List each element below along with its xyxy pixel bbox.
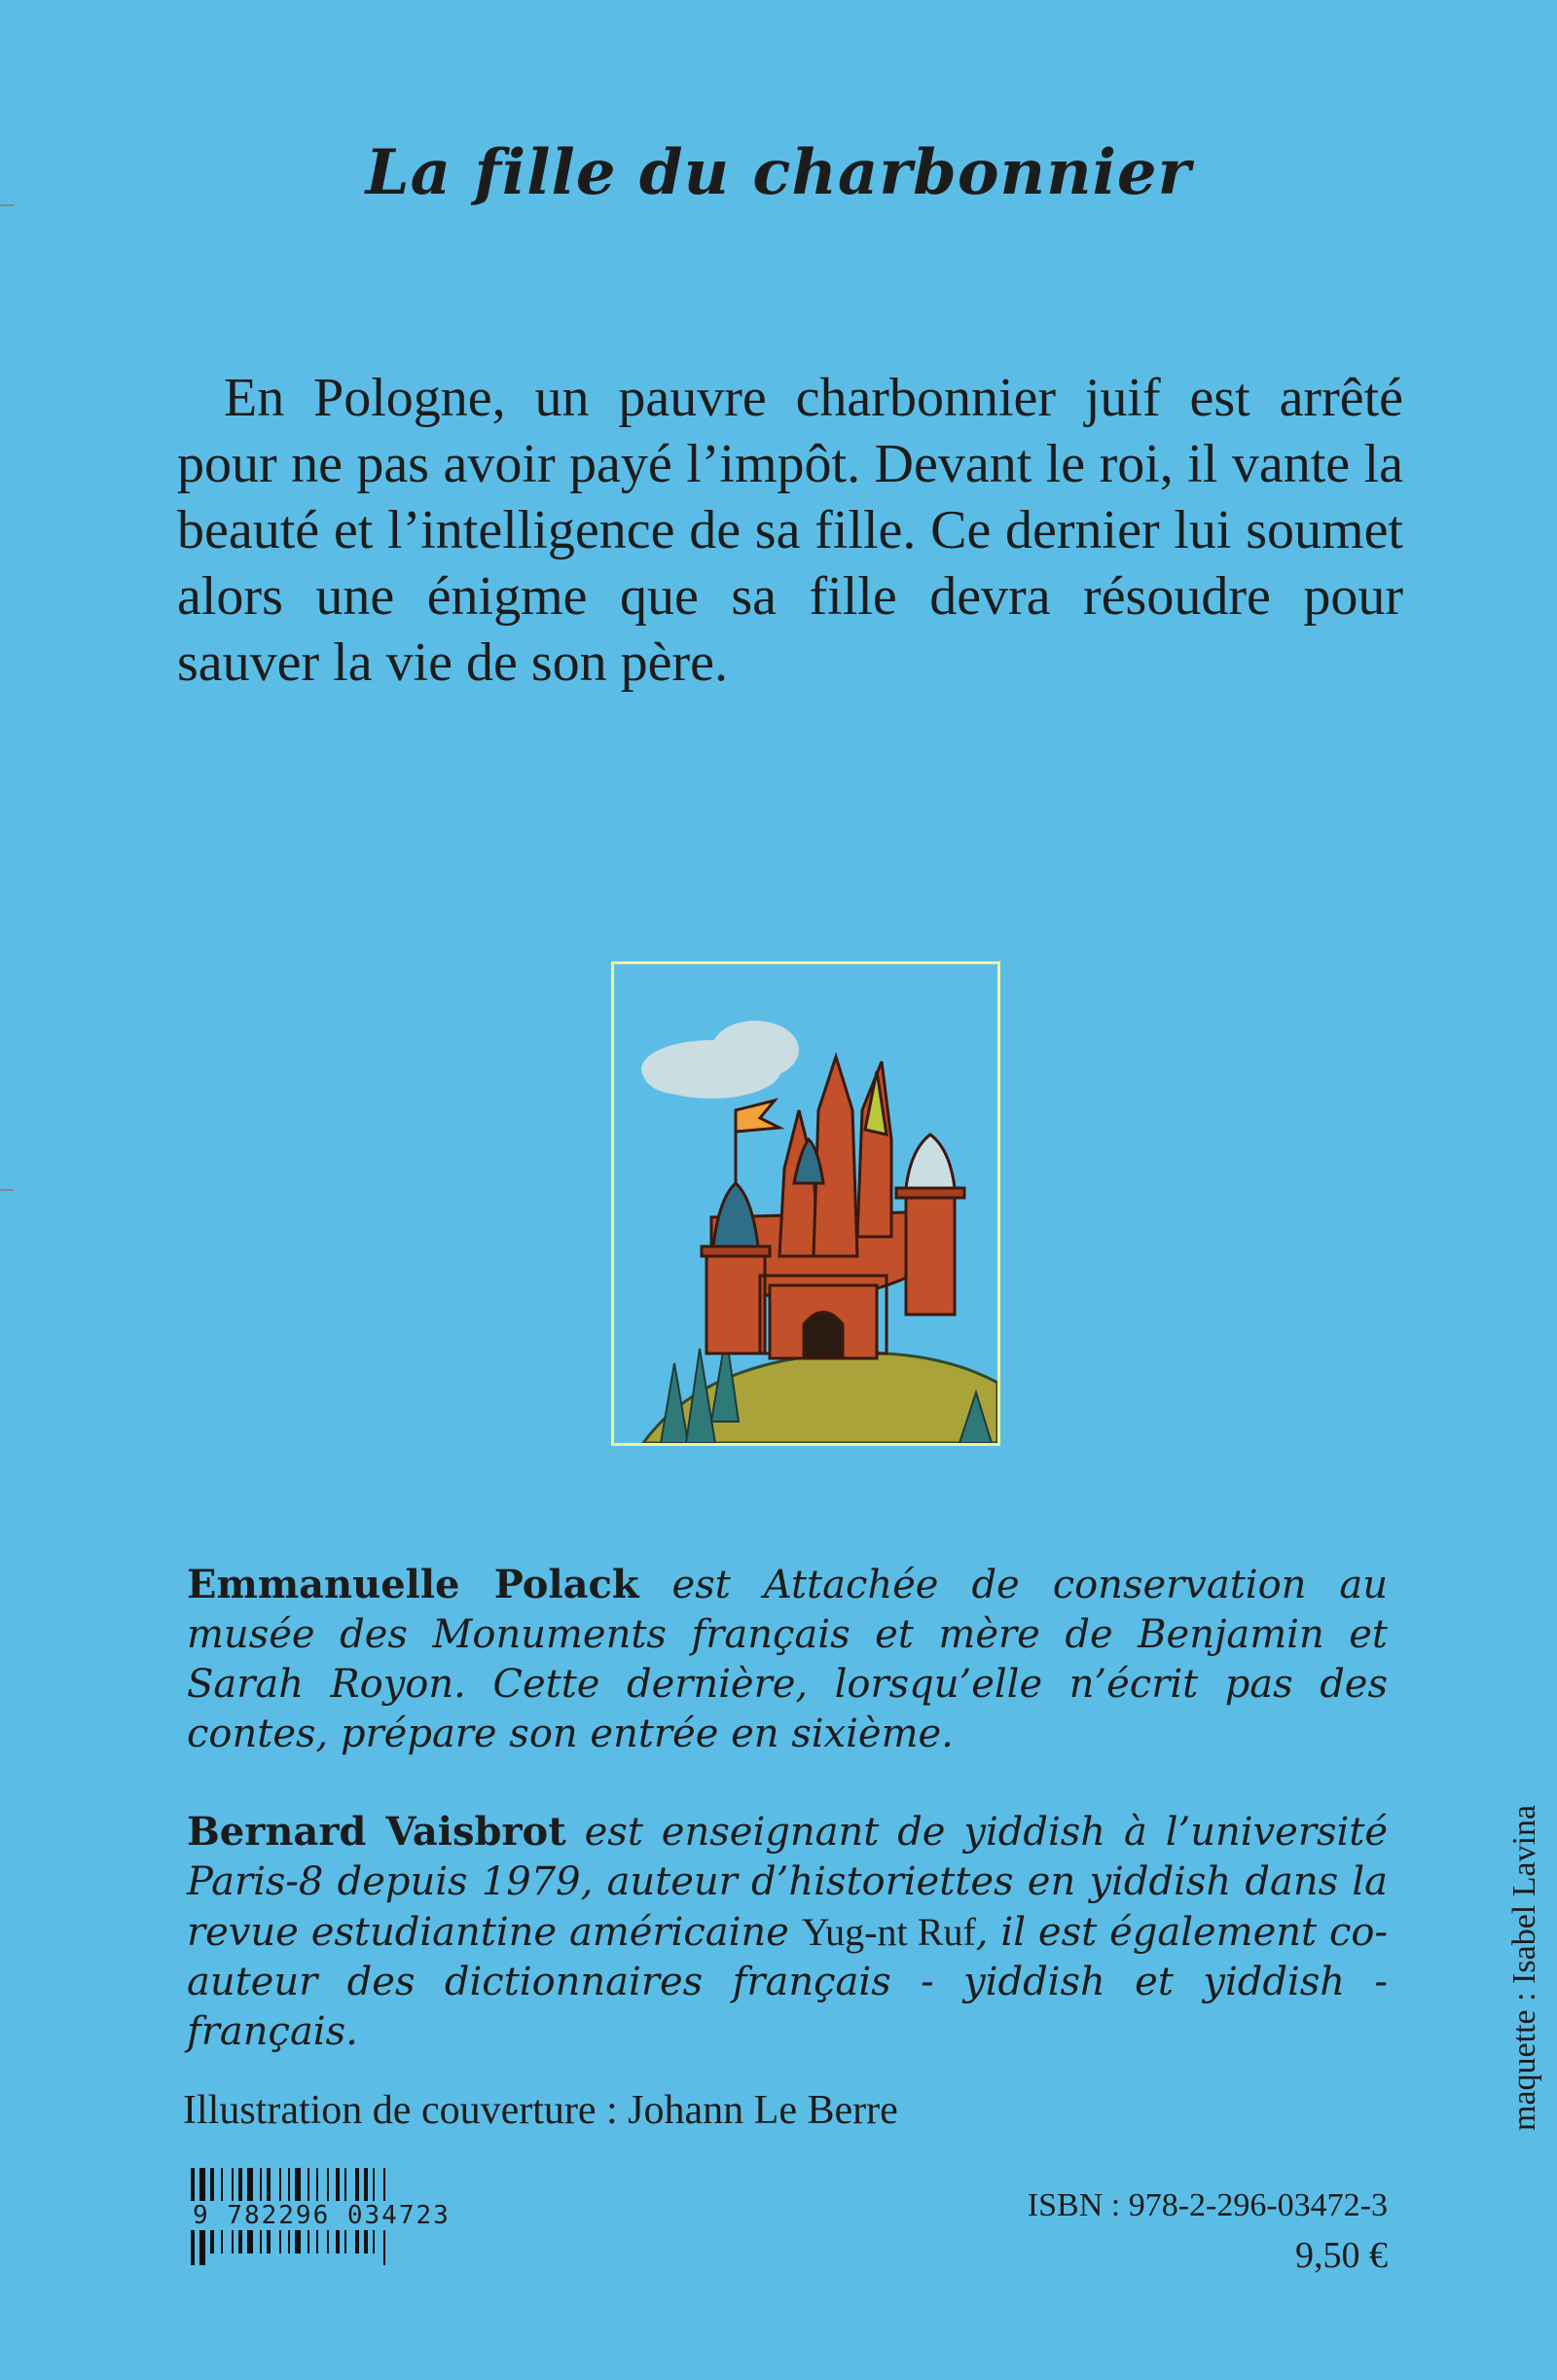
author-bio-polack (187, 1560, 1388, 1759)
crop-mark-middle (0, 1189, 14, 1191)
castle-illustration (614, 964, 997, 1443)
isbn-number: ISBN : 978-2-296-03472-3 (1027, 2187, 1388, 2223)
author-description: est enseignant de yiddish à l’université Paris-8 depuis 1979, auteur d’historiettes en yiddish dans la revue estudiantine américaine (187, 1810, 1389, 1955)
price-label: 9,50 € (1295, 2235, 1388, 2276)
layout-credit: maquette : Isabel Lavina (1506, 1804, 1542, 2131)
book-title: La fille du charbonnier (365, 136, 1192, 209)
journal-title: Yug-nt Ruf (801, 1910, 976, 1954)
author-description: est Attachée de conservation au musée des Monuments français et mère de Benjamin et Sarah Royon. Cette dernière, lorsqu’elle n’écrit pas des contes, prépare son entrée en sixième. (187, 1563, 1388, 1756)
castle (702, 1057, 964, 1358)
author-name: Bernard Vaisbrot (187, 1809, 566, 1855)
illustration-credit: Illustration de couverture : Johann Le Berre (183, 2088, 898, 2133)
author-name: Emmanuelle Polack (187, 1562, 639, 1607)
author-bio-vaisbrot (187, 1807, 1388, 2057)
book-summary: En Pologne, un pauvre charbonnier juif est arrêté pour ne pas avoir payé l’impôt. Devant le roi, il vante la beauté et l’intelligence de sa fille. Ce dernier lui soumet alors une énigme que sa fille devra résoudre pour sauver la vie de son père. (177, 368, 1403, 693)
barcode-number: 9 782296 034723 (193, 2201, 451, 2230)
cover-illustration (611, 961, 1000, 1446)
cloud-icon (641, 1021, 799, 1099)
author-description-end: , il est également co-auteur des dictionnaires français - yiddish et yiddish - français. (187, 1910, 1388, 2054)
